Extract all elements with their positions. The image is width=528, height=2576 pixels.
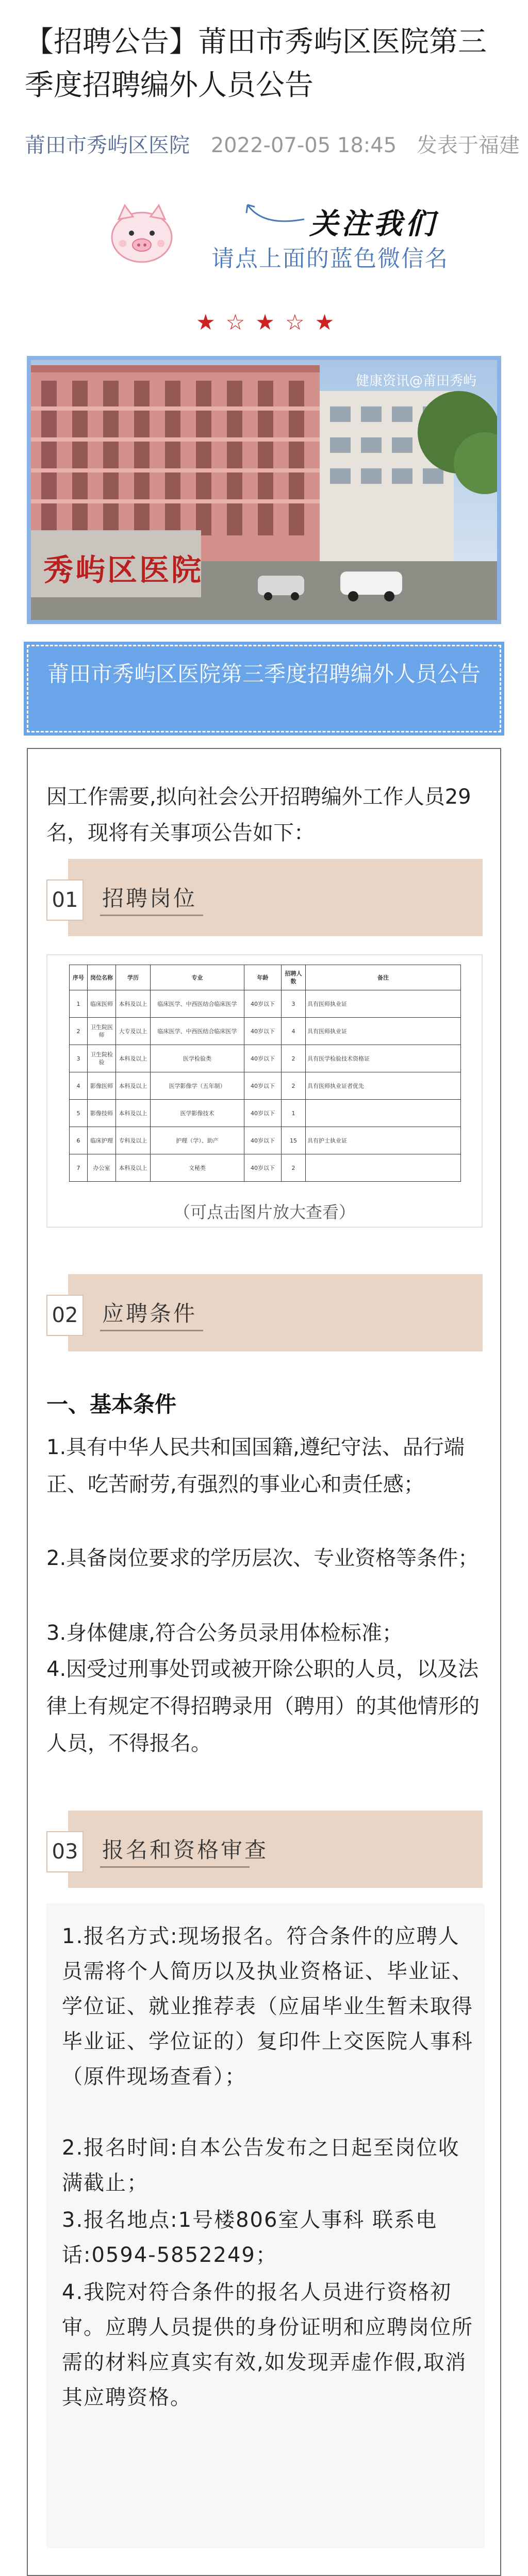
hospital-photo[interactable]: [27, 356, 501, 624]
arrow-icon: [242, 199, 309, 230]
table-header: 学历: [116, 965, 151, 990]
photo-watermark: 健康资讯@莆田秀屿: [355, 373, 476, 389]
table-cell: 医学影像学（五年制）: [151, 1072, 244, 1100]
announcement-banner: [27, 645, 501, 732]
section-header-positions: [46, 859, 483, 936]
section-number: 01: [46, 879, 84, 921]
registration-item: 4.我院对符合条件的报名人员进行资格初审。应聘人员提供的身份证明和应聘岗位所需的材料应真实有效,如发现弄虚作假,取消其应聘资格。: [62, 2280, 473, 2409]
table-cell: 4: [282, 1018, 306, 1045]
table-cell: 具有医学检验技术资格证: [306, 1045, 461, 1072]
conditions-heading: 一、基本条件: [46, 1392, 177, 1417]
condition-item: 4.因受过刑事处罚或被开除公职的人员，以及法律上有规定不得招聘录用（聘用）的其他情形的人员，不得报名。: [46, 1657, 480, 1755]
table-cell: 4: [70, 1072, 88, 1100]
table-row: [70, 1154, 461, 1182]
condition-item: 3.身体健康,符合公务员录用体检标准；: [46, 1621, 403, 1645]
table-cell: 2: [70, 1018, 88, 1045]
table-cell: 2: [282, 1154, 306, 1182]
table-cell: 40岁以下: [244, 1154, 282, 1182]
table-cell: 临床护理: [88, 1127, 116, 1154]
publish-time: 2022-07-05 18:45: [210, 134, 397, 157]
section-number: 02: [46, 1295, 84, 1336]
hospital-sign: 秀屿区医院: [43, 552, 204, 588]
table-cell: 本科及以上: [116, 1100, 151, 1127]
section-header-registration: [46, 1811, 483, 1888]
section-number: 03: [46, 1831, 84, 1872]
table-row: [70, 1018, 461, 1045]
table-header-row: [70, 965, 461, 990]
table-cell: 15: [282, 1127, 306, 1154]
registration-item: 3.报名地点:1号楼806室人事科 联系电话:0594-5852249；: [62, 2208, 438, 2267]
table-header: 招聘人数: [282, 965, 306, 990]
positions-table-image[interactable]: [46, 954, 483, 1228]
table-cell: 7: [70, 1154, 88, 1182]
intro-paragraph: 因工作需要,拟向社会公开招聘编外工作人员29名，现将有关事项公告如下：: [46, 785, 471, 845]
star-divider: ★☆★☆★: [196, 309, 345, 335]
table-cell: 卫生院检验: [88, 1045, 116, 1072]
section-header-conditions: [46, 1274, 483, 1351]
table-row: [70, 1072, 461, 1100]
table-cell: 专科及以上: [116, 1127, 151, 1154]
table-cell: 3: [282, 990, 306, 1018]
table-cell: 医学检验类: [151, 1045, 244, 1072]
table-cell: 1: [282, 1100, 306, 1127]
table-cell: 文秘类: [151, 1154, 244, 1182]
table-cell: [306, 1154, 461, 1182]
table-cell: 6: [70, 1127, 88, 1154]
table-cell: 具有医师执业证: [306, 1018, 461, 1045]
section-underline: [100, 1866, 250, 1868]
table-cell: 40岁以下: [244, 1100, 282, 1127]
table-cell: 本科及以上: [116, 990, 151, 1018]
table-header: 备注: [306, 965, 461, 990]
table-cell: 40岁以下: [244, 990, 282, 1018]
table-cell: 40岁以下: [244, 1072, 282, 1100]
section-label: 招聘岗位: [102, 886, 197, 911]
table-cell: 本科及以上: [116, 1045, 151, 1072]
publish-location: 发表于福建: [416, 134, 520, 157]
banner-title: 莆田市秀屿区医院第三季度招聘编外人员公告: [47, 661, 481, 687]
table-cell: 3: [70, 1045, 88, 1072]
section-underline: [100, 1330, 203, 1331]
table-cell: 本科及以上: [116, 1154, 151, 1182]
follow-subtitle: 请点上面的蓝色微信名: [211, 246, 449, 272]
table-cell: 40岁以下: [244, 1127, 282, 1154]
table-row: [70, 990, 461, 1018]
table-cell: 医学影像技术: [151, 1100, 244, 1127]
table-cell: 影像医师: [88, 1072, 116, 1100]
table-cell: 本科及以上: [116, 1072, 151, 1100]
table-row: [70, 1045, 461, 1072]
table-cell: 卫生院医师: [88, 1018, 116, 1045]
table-cell: 1: [70, 990, 88, 1018]
table-cell: [306, 1100, 461, 1127]
table-cell: 临床医师: [88, 990, 116, 1018]
table-cell: 40岁以下: [244, 1018, 282, 1045]
table-cell: 具有护士执业证: [306, 1127, 461, 1154]
follow-title: 关注我们: [309, 207, 437, 241]
table-header: 年龄: [244, 965, 282, 990]
table-cell: 办公室: [88, 1154, 116, 1182]
condition-item: 1.具有中华人民共和国国籍,遵纪守法、品行端正、吃苦耐劳,有强烈的事业心和责任感；: [46, 1436, 465, 1496]
table-caption: （可点击图片放大查看）: [173, 1202, 355, 1222]
pig-mascot-icon: [103, 196, 180, 268]
table-cell: 5: [70, 1100, 88, 1127]
section-underline: [100, 915, 203, 916]
table-row: [70, 1127, 461, 1154]
registration-item: 1.报名方式:现场报名。符合条件的应聘人员需将个人简历以及执业资格证、毕业证、学位证、就业推荐表（应届毕业生暂未取得毕业证、学位证的）复印件上交医院人事科（原件现场查看）；: [62, 1925, 473, 2089]
table-cell: 2: [282, 1045, 306, 1072]
positions-table: [69, 965, 461, 1182]
table-cell: 临床医学、中西医结合临床医学: [151, 1018, 244, 1045]
section-label: 报名和资格审查: [102, 1837, 269, 1863]
section-label: 应聘条件: [102, 1301, 197, 1326]
table-cell: 具有医师执业证者优先: [306, 1072, 461, 1100]
table-row: [70, 1100, 461, 1127]
article-title: 【招聘公告】莆田市秀屿区医院第三季度招聘编外人员公告: [25, 25, 487, 102]
table-cell: 影像技师: [88, 1100, 116, 1127]
article-meta: [25, 129, 520, 158]
account-link[interactable]: 莆田市秀屿区医院: [25, 134, 190, 157]
table-header: 专业: [151, 965, 244, 990]
table-cell: 具有医师执业证: [306, 990, 461, 1018]
table-cell: 护理（学）、助产: [151, 1127, 244, 1154]
table-cell: 2: [282, 1072, 306, 1100]
registration-item: 2.报名时间:自本公告发布之日起至岗位收满截止；: [62, 2136, 460, 2195]
condition-item: 2.具备岗位要求的学历层次、专业资格等条件；: [46, 1546, 479, 1570]
table-cell: 大专及以上: [116, 1018, 151, 1045]
table-header: 岗位名称: [88, 965, 116, 990]
table-cell: 临床医学、中西医结合临床医学: [151, 990, 244, 1018]
table-cell: 40岁以下: [244, 1045, 282, 1072]
table-header: 序号: [70, 965, 88, 990]
